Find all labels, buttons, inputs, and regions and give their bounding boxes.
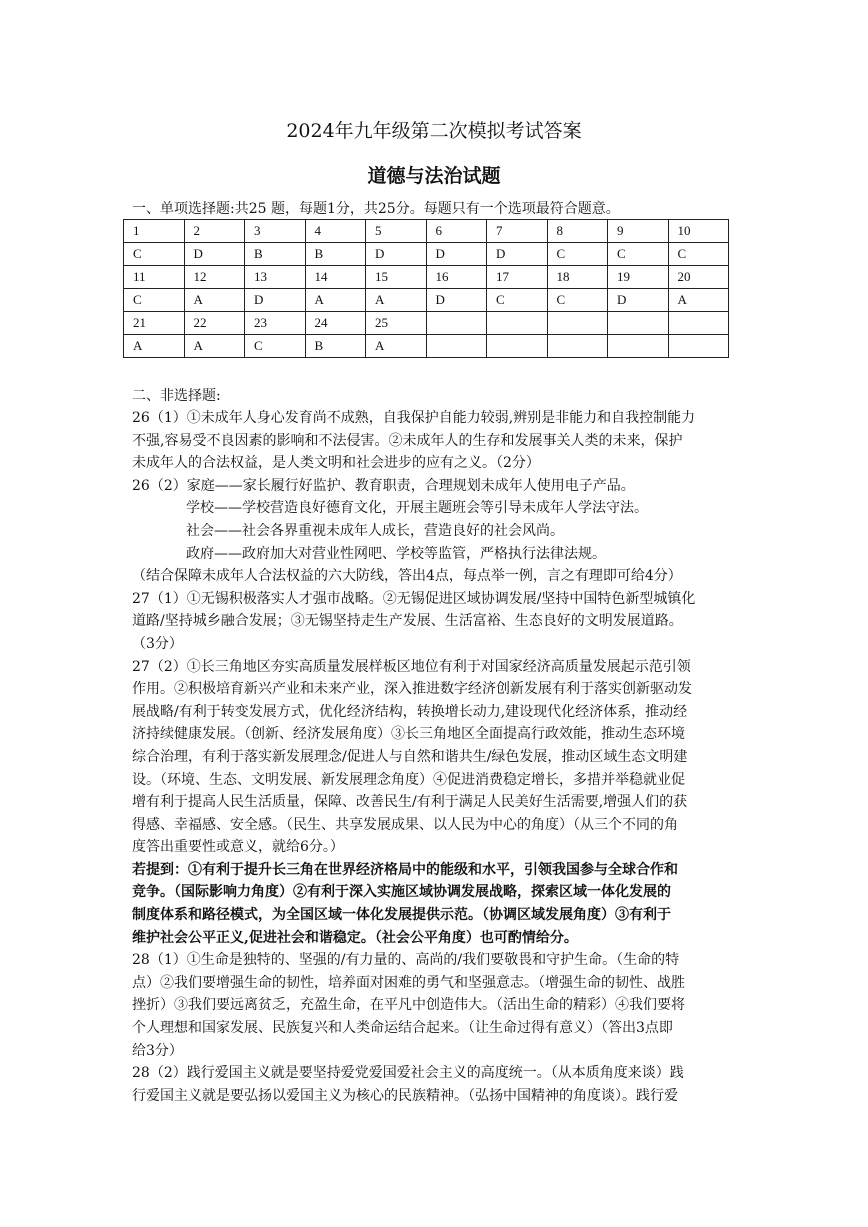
answer-table-row xyxy=(124,312,729,335)
answer-text-line: 度答出重要性或意义，就给6分。） xyxy=(132,839,344,856)
answer-table-cell: D xyxy=(487,243,548,266)
answer-table-cell xyxy=(608,312,669,335)
answer-table-cell: 13 xyxy=(245,266,306,289)
answer-table-row xyxy=(124,243,729,266)
answer-table-cell: C xyxy=(245,335,306,358)
answer-text-line: 作用。②积极培育新兴产业和未来产业，深入推进数字经济创新发展有利于落实创新驱动发 xyxy=(132,681,692,698)
answer-table-cell: A xyxy=(366,289,427,312)
answer-table-cell: A xyxy=(184,335,245,358)
answer-text-line: 得感、幸福感、安全感。（民生、共享发展成果、以人民为中心的角度）（从三个不同的角 xyxy=(132,816,678,833)
answer-text-line: 若提到：①有利于提升长三角在世界经济格局中的能级和水平，引领我国参与全球合作和 xyxy=(132,861,678,878)
answer-text-line: 26（1）①未成年人身心发育尚不成熟，自我保护自能力较弱,辨别是非能力和自我控制能力 xyxy=(132,410,696,426)
answer-table-cell: 15 xyxy=(366,266,427,289)
answer-table-row xyxy=(124,335,729,358)
answer-table-cell: B xyxy=(245,243,306,266)
answer-table-cell: 8 xyxy=(547,220,608,243)
answer-text-line: 政府——政府加大对营业性网吧、学校等监管，严格执行法律法规。 xyxy=(186,545,606,562)
answer-table-cell xyxy=(608,335,669,358)
answer-table-cell: 17 xyxy=(487,266,548,289)
answer-table-cell: 14 xyxy=(305,266,366,289)
answer-text-line: 综合治理，有利于落实新发展理念/促进人与自然和谐共生/绿色发展，推动区域生态文明建 xyxy=(132,748,688,765)
section2-heading: 二、非选择题: xyxy=(132,388,221,404)
answer-text-line: 行爱国主义就是要弘扬以爱国主义为核心的民族精神。（弘扬中国精神的角度谈）。践行爱 xyxy=(132,1087,678,1104)
answer-table-cell: 6 xyxy=(426,220,487,243)
answer-table-cell xyxy=(426,312,487,335)
answer-table-cell: 18 xyxy=(547,266,608,289)
answer-text-line: 增有利于提高人民生活质量，保障、改善民生/有利于满足人民美好生活需要,增强人们的获 xyxy=(132,794,688,811)
answer-text-line: 学校——学校营造良好德育文化，开展主题班会等引导未成年人学法守法。 xyxy=(186,500,648,517)
answer-table-cell: B xyxy=(305,243,366,266)
answer-text-line: 制度体系和路径模式，为全国区域一体化发展提供示范。（协调区域发展角度）③有利于 xyxy=(132,907,671,924)
answer-table-cell: 20 xyxy=(668,266,729,289)
answer-text-line: 挫折）③我们要远离贫乏，充盈生命，在平凡中创造伟大。（活出生命的精彩）④我们要将 xyxy=(132,997,685,1014)
answer-table-row xyxy=(124,220,729,243)
answer-table-cell: 7 xyxy=(487,220,548,243)
answer-table-cell: 4 xyxy=(305,220,366,243)
answer-table-cell: 10 xyxy=(668,220,729,243)
answer-text-line: 道路/坚持城乡融合发展；③无锡坚持走生产发展、生活富裕、生态良好的文明发展道路。 xyxy=(132,613,683,630)
answer-text-line: （3分） xyxy=(132,635,183,652)
answer-table-cell: 25 xyxy=(366,312,427,335)
answer-table-cell: 16 xyxy=(426,266,487,289)
answer-table-cell: 1 xyxy=(124,220,185,243)
answer-table-cell: C xyxy=(124,289,185,312)
answer-table-cell: C xyxy=(547,243,608,266)
answer-text-line: 未成年人的合法权益，是人类文明和社会进步的应有之义。（2分） xyxy=(132,455,540,472)
answer-text-line: 不强,容易受不良因素的影响和不法侵害。②未成年人的生存和发展事关人类的未来，保护 xyxy=(132,432,683,449)
answer-table-row xyxy=(124,289,729,312)
answer-table-cell: D xyxy=(426,289,487,312)
answer-table-cell: A xyxy=(124,335,185,358)
answer-table-cell xyxy=(487,312,548,335)
answer-table-cell: D xyxy=(245,289,306,312)
answer-table-cell: 24 xyxy=(305,312,366,335)
answer-text-line: 给3分） xyxy=(132,1042,183,1059)
answer-table-cell xyxy=(668,312,729,335)
answer-text-line: （结合保障未成年人合法权益的六大防线，答出4点，每点举一例，言之有理即可给4分） xyxy=(132,568,682,585)
answer-text-line: 展战略/有利于转变发展方式，优化经济结构，转换增长动力,建设现代化经济体系，推动经 xyxy=(132,703,688,720)
answer-text-line: 28（1）①生命是独特的、坚强的/有力量的、高尚的/我们要敬畏和守护生命。（生命的特 xyxy=(132,952,680,969)
answer-table-cell: A xyxy=(366,335,427,358)
page-subtitle: 道德与法治试题 xyxy=(367,165,501,187)
answer-text-line: 济持续健康发展。（创新、经济发展角度）③长三角地区全面提高行政效能，推动生态环境 xyxy=(132,726,685,743)
answer-table-cell: A xyxy=(668,289,729,312)
answer-text-line: 个人理想和国家发展、民族复兴和人类命运结合起来。（让生命过得有意义）（答出3点即 xyxy=(132,1020,673,1037)
answer-table-cell: 11 xyxy=(124,266,185,289)
answer-table-cell: 22 xyxy=(184,312,245,335)
answer-table-cell xyxy=(668,335,729,358)
answer-table-cell: C xyxy=(124,243,185,266)
answer-body xyxy=(132,407,742,1107)
answer-table-row xyxy=(124,266,729,289)
answer-table xyxy=(123,219,729,358)
answer-table-cell xyxy=(547,312,608,335)
answer-table-cell: 3 xyxy=(245,220,306,243)
answer-table-cell xyxy=(547,335,608,358)
answer-text-line: 竞争。（国际影响力角度）②有利于深入实施区域协调发展战略，探索区域一体化发展的 xyxy=(132,884,671,901)
answer-table-cell: 5 xyxy=(366,220,427,243)
answer-table-cell xyxy=(426,335,487,358)
answer-table-cell: D xyxy=(366,243,427,266)
answer-table-cell: 2 xyxy=(184,220,245,243)
answer-text-line: 26（2）家庭——家长履行好监护、教育职责，合理规划未成年人使用电子产品。 xyxy=(132,477,635,494)
answer-text-line: 27（2）①长三角地区夯实高质量发展样板区地位有利于对国家经济高质量发展起示范引领 xyxy=(132,658,691,675)
section1-intro: 一、单项选择题:共25 题，每题1分，共25分。每题只有一个选项最符合题意。 xyxy=(132,201,620,217)
answer-text-line: 点）②我们要增强生命的韧性，培养面对困难的勇气和坚强意志。（增强生命的韧性、战胜 xyxy=(132,974,685,991)
answer-table-cell: C xyxy=(547,289,608,312)
answer-table-cell: 23 xyxy=(245,312,306,335)
answer-table-cell: 21 xyxy=(124,312,185,335)
answer-table-cell: 19 xyxy=(608,266,669,289)
answer-table-cell: A xyxy=(305,289,366,312)
answer-table-cell: C xyxy=(608,243,669,266)
answer-table-cell: D xyxy=(184,243,245,266)
answer-table-cell: D xyxy=(608,289,669,312)
page-title: 2024年九年级第二次模拟考试答案 xyxy=(286,120,582,142)
answer-table-cell: B xyxy=(305,335,366,358)
answer-table-cell: A xyxy=(184,289,245,312)
answer-table-cell: C xyxy=(487,289,548,312)
answer-text-line: 28（2）践行爱国主义就是要坚持爱党爱国爱社会主义的高度统一。（从本质角度来谈）践 xyxy=(132,1065,684,1082)
answer-text-line: 设。（环境、生态、文明发展、新发展理念角度）④促进消费稳定增长，多措并举稳就业促 xyxy=(132,771,685,788)
answer-text-line: 维护社会公平正义,促进社会和谐稳定。（社会公平角度）也可酌情给分。 xyxy=(132,929,578,946)
answer-table-cell: C xyxy=(668,243,729,266)
answer-text-line: 社会——社会各界重视未成年人成长，营造良好的社会风尚。 xyxy=(186,522,564,539)
answer-table-cell: 9 xyxy=(608,220,669,243)
answer-table-cell: D xyxy=(426,243,487,266)
answer-table-cell: 12 xyxy=(184,266,245,289)
answer-text-line: 27（1）①无锡积极落实人才强市战略。②无锡促进区域协调发展/坚持中国特色新型城镇化 xyxy=(132,590,696,607)
answer-table-cell xyxy=(487,335,548,358)
